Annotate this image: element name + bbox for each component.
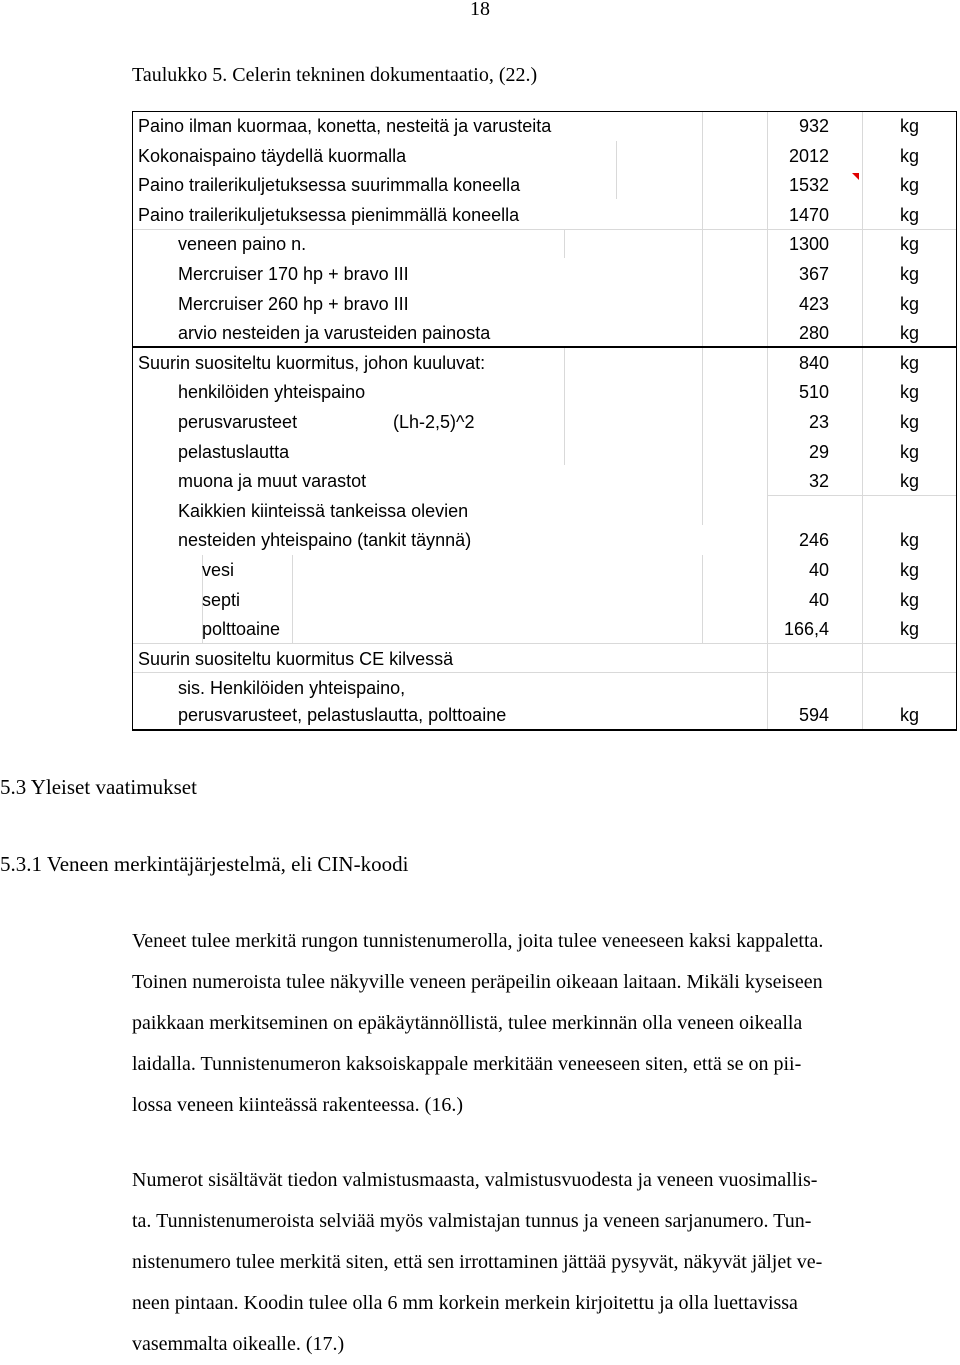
row-label: septi (202, 589, 241, 610)
row-value: 423 (798, 293, 829, 314)
paragraph-line: lossa veneen kiinteässä rakenteessa. (16.) (132, 1094, 463, 1116)
row-unit: kg (900, 441, 920, 462)
row-unit: kg (900, 530, 920, 551)
row-unit: kg (900, 705, 920, 725)
row-unit: kg (900, 264, 920, 284)
table-row (132, 290, 957, 320)
row-unit: kg (900, 116, 920, 136)
table-row (132, 230, 957, 260)
table-row (132, 378, 957, 408)
row-value: 280 (798, 323, 829, 344)
table-row (132, 556, 957, 586)
row-label: Mercruiser 260 hp + bravo III (178, 293, 409, 314)
row-value: 840 (798, 352, 829, 373)
paragraph-line: vasemmalta oikealle. (17.) (132, 1333, 345, 1355)
row-value: 1532 (788, 175, 829, 196)
row-unit: kg (900, 175, 920, 196)
paragraph-line: Toinen numeroista tulee näkyville veneen peräpeilin oikeaan laitaan. Mikäli kyseiseen (132, 971, 823, 993)
row-value: 510 (798, 382, 829, 403)
table-row (132, 526, 957, 556)
table-row (132, 408, 957, 438)
table-row (132, 674, 957, 704)
row-label: Paino trailerikuljetuksessa suurimmalla koneella (138, 175, 521, 196)
row-value: 40 (808, 589, 829, 610)
row-unit: kg (900, 234, 920, 255)
row-unit: kg (900, 204, 920, 225)
table-row (132, 260, 957, 290)
row-label: nesteiden yhteispaino (tankit täynnä) (178, 530, 472, 551)
row-label: Paino ilman kuormaa, konetta, nesteitä ja varusteita (138, 116, 552, 136)
row-unit: kg (900, 382, 920, 403)
paragraph-1 (132, 921, 952, 1126)
row-value: 166,4 (783, 619, 829, 640)
paragraph-line: laidalla. Tunnistenumeron kaksoiskappale merkitään veneeseen siten, että se on pii- (132, 1053, 802, 1075)
row-label: Suurin suositeltu kuormitus, johon kuuluvat: (138, 352, 486, 373)
section-heading: 5.3 Yleiset vaatimukset (0, 775, 197, 799)
table-row (132, 201, 957, 231)
row-value: 2012 (788, 145, 829, 166)
table-row (132, 319, 957, 349)
row-unit: kg (900, 412, 920, 432)
row-label: pelastuslautta (178, 441, 290, 462)
table-row (132, 142, 957, 172)
table-caption: Taulukko 5. Celerin tekninen dokumentaatio, (22.) (132, 64, 538, 86)
paragraph-line: ta. Tunnistenumeroista selviää myös valmistajan tunnus ja veneen sarjanumero. Tun- (132, 1210, 812, 1232)
paragraph-line: Numerot sisältävät tiedon valmistusmaasta, valmistusvuodesta ja veneen vuosimallis- (132, 1169, 818, 1191)
table-row (132, 438, 957, 468)
row-value: 932 (798, 116, 829, 136)
row-unit: kg (900, 471, 920, 492)
weight-spreadsheet (132, 111, 957, 731)
row-label: henkilöiden yhteispaino (178, 382, 366, 403)
row-unit: kg (900, 293, 920, 314)
row-value: 32 (808, 471, 829, 492)
table-row (132, 467, 957, 497)
subsection-heading: 5.3.1 Veneen merkintäjärjestelmä, eli CIN-koodi (0, 852, 409, 876)
row-value: 29 (808, 441, 829, 462)
row-value: 1470 (788, 204, 829, 225)
table-row (132, 497, 957, 527)
row-unit: kg (900, 145, 920, 166)
paragraph-line: nistenumero tulee merkitä siten, että sen irrottaminen jättää pysyvät, näkyvät jäljet ve- (132, 1251, 823, 1273)
row-unit: kg (900, 323, 920, 344)
row-formula: (Lh-2,5)^2 (393, 412, 475, 432)
row-value: 594 (798, 705, 829, 725)
row-label: veneen paino n. (178, 234, 307, 255)
row-label: arvio nesteiden ja varusteiden painosta (178, 323, 491, 344)
row-label: perusvarusteet (178, 412, 298, 432)
row-unit: kg (900, 352, 920, 373)
table-row (132, 615, 957, 645)
table-row (132, 171, 957, 201)
paragraph-line: neen pintaan. Koodin tulee olla 6 mm korkein merkein kirjoitettu ja olla luettavissa (132, 1292, 798, 1314)
row-unit: kg (900, 589, 920, 610)
row-label: perusvarusteet, pelastuslautta, polttoaine (178, 705, 507, 725)
row-label: Kaikkien kiinteissä tankeissa olevien (178, 500, 469, 521)
paragraph-2 (132, 1160, 952, 1365)
row-label: Paino trailerikuljetuksessa pienimmällä koneella (138, 204, 520, 225)
row-label: Kokonaispaino täydellä kuormalla (138, 145, 407, 166)
paragraph-line: Veneet tulee merkitä rungon tunnistenumerolla, joita tulee veneeseen kaksi kappaletta. (132, 930, 824, 952)
row-label: polttoaine (202, 619, 281, 640)
row-label: muona ja muut varastot (178, 471, 367, 492)
page-number: 18 (470, 0, 490, 20)
row-value: 367 (798, 264, 829, 284)
paragraph-line: paikkaan merkitseminen on epäkäytännöllistä, tulee merkinnän olla veneen oikealla (132, 1012, 803, 1034)
row-label: vesi (202, 560, 235, 580)
table-row (132, 586, 957, 616)
row-value: 40 (808, 560, 829, 580)
row-value: 1300 (788, 234, 829, 255)
row-unit: kg (900, 560, 920, 580)
row-label: Mercruiser 170 hp + bravo III (178, 264, 409, 284)
table-row (132, 645, 957, 675)
row-value: 23 (808, 412, 829, 432)
row-unit: kg (900, 619, 920, 640)
table-row (132, 112, 957, 142)
table-row (132, 701, 957, 731)
row-label: sis. Henkilöiden yhteispaino, (178, 678, 406, 699)
table-row (132, 349, 957, 379)
row-value: 246 (798, 530, 829, 551)
row-label: Suurin suositeltu kuormitus CE kilvessä (138, 648, 454, 669)
